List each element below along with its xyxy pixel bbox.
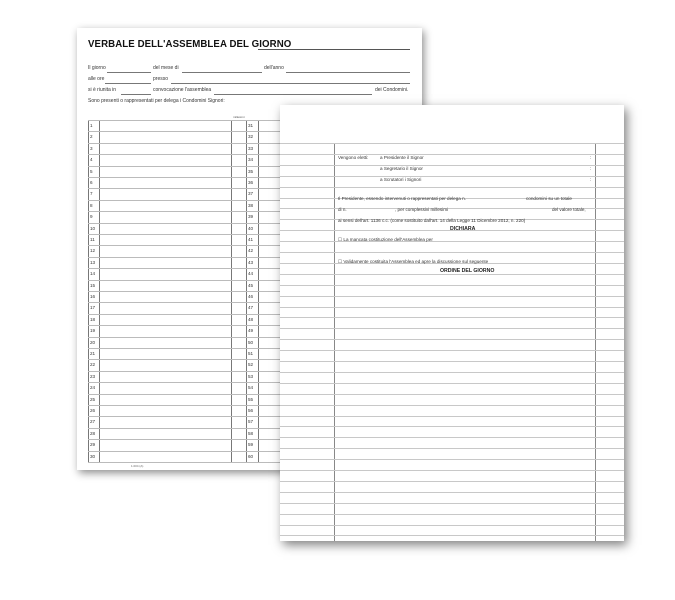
ruled-line: [280, 448, 624, 449]
row-number-right: 52: [248, 362, 254, 368]
row-number-left: 12: [90, 248, 96, 254]
row-number-right: 50: [248, 339, 254, 345]
label-riunita: si è riunita in: [88, 87, 117, 93]
ruled-line: [280, 459, 624, 460]
label-valore-totale: del valore totale,: [552, 207, 586, 212]
text-ai-sensi: ai sensi dell'art. 1136 c.c. (come sostituito dall'art. 14 della Legge 11 Dicembre 2012, n. 220): [338, 218, 526, 223]
ruled-line: [280, 525, 624, 526]
form-code: 1.004 (A): [131, 464, 144, 468]
row-number-right: 57: [248, 419, 254, 425]
row-number-right: 54: [248, 385, 254, 391]
field-convocazione[interactable]: [121, 94, 151, 95]
row-number-right: 56: [248, 408, 254, 413]
row-number-left: 26: [90, 408, 96, 413]
row-number-left: 7: [90, 191, 93, 197]
page-title: VERBALE DELL'ASSEMBLEA DEL GIORNO: [88, 38, 292, 50]
ruled-line: [280, 252, 624, 253]
row-number-left: 8: [90, 202, 93, 208]
row-number-left: 29: [90, 442, 96, 448]
row-number-left: 14: [90, 271, 96, 277]
row-number-right: 49: [248, 328, 254, 334]
ruled-line: [280, 416, 624, 417]
colon-2: :: [590, 166, 592, 171]
heading-ordine-del-giorno: ORDINE DEL GIORNO: [440, 268, 495, 274]
ruled-line: [280, 492, 624, 493]
ruled-line: [280, 470, 624, 471]
colon-1: :: [590, 155, 592, 160]
verbale-page-inner: [280, 105, 624, 541]
row-number-right: 37: [248, 191, 254, 197]
field-anno[interactable]: [286, 72, 410, 73]
ruled-line: [280, 187, 624, 188]
ruled-line: [280, 296, 624, 297]
row-number-right: 48: [248, 316, 254, 322]
row-number-right: 36: [248, 180, 254, 185]
label-presidente: a Presidente il Signor: [380, 155, 424, 160]
ruled-line: [280, 154, 624, 155]
row-number-right: 43: [248, 259, 254, 265]
row-number-left: 9: [90, 214, 93, 220]
row-number-right: 53: [248, 373, 254, 379]
row-number-left: 11: [90, 237, 95, 242]
row-number-left: 19: [90, 328, 96, 334]
ruled-line: [280, 394, 624, 395]
ruled-line: [280, 350, 624, 351]
ruled-line: [280, 481, 624, 482]
row-number-left: 4: [90, 157, 93, 163]
row-number-right: 33: [248, 145, 254, 151]
row-number-right: 31: [248, 123, 254, 128]
row-number-right: 41: [248, 237, 254, 242]
date-row: [88, 65, 410, 74]
label-convocazione: convocazione l'assemblea: [153, 87, 212, 93]
ruled-line: [280, 307, 624, 308]
row-number-left: 30: [90, 453, 96, 459]
row-number-left: 27: [90, 419, 96, 425]
label-presenti: Sono presenti o rappresentati per delega i Condomini Signori:: [88, 98, 225, 104]
ruled-line: [280, 361, 624, 362]
table-header-millesimi: millesimi: [233, 115, 245, 119]
label-per-complessivi: , per complessivi millesimi: [395, 207, 449, 212]
label-anno: dell'anno: [264, 65, 284, 71]
row-number-right: 32: [248, 134, 254, 140]
row-number-left: 16: [90, 294, 96, 299]
label-segretario: a Segretario il Signor: [380, 166, 423, 171]
row-number-left: 15: [90, 282, 96, 288]
row-number-left: 2: [90, 134, 93, 140]
field-giorno[interactable]: [107, 72, 151, 73]
ruled-line: [280, 426, 624, 427]
row-number-left: 28: [90, 430, 96, 436]
label-scrutatori: a Scrutatori i Signori: [380, 177, 422, 182]
row-number-left: 18: [90, 316, 96, 322]
row-number-right: 45: [248, 282, 254, 288]
text-condomini-totale: condomini su un totale: [526, 196, 572, 201]
field-assemblea[interactable]: [214, 94, 372, 95]
label-ore: alle ore: [88, 76, 105, 82]
text-presidente-interventi: Il Presidente, essendo intervenuti o rappresentati per delega n.: [338, 196, 466, 201]
row-number-right: 51: [248, 351, 254, 356]
row-number-left: 25: [90, 396, 96, 402]
row-number-right: 55: [248, 396, 254, 402]
row-number-right: 58: [248, 430, 254, 436]
ruled-line: [280, 317, 624, 318]
ruled-line: [280, 405, 624, 406]
row-number-left: 10: [90, 225, 96, 231]
row-number-left: 22: [90, 362, 96, 368]
row-number-right: 42: [248, 248, 254, 254]
row-number-left: 23: [90, 373, 96, 379]
label-vengono-eletti: Vengono eletti:: [338, 155, 369, 160]
field-ore[interactable]: [105, 83, 151, 84]
ruled-line: [280, 285, 624, 286]
title-underline: [258, 49, 410, 50]
time-row: [88, 76, 410, 85]
convocazione-row: [88, 87, 410, 96]
ruled-line: [280, 176, 624, 177]
row-number-left: 3: [90, 145, 93, 151]
colon-3: :: [590, 177, 592, 182]
ruled-line: [280, 535, 624, 536]
field-mese[interactable]: [182, 72, 262, 73]
label-condomini: dei Condomini.: [375, 87, 409, 93]
row-number-right: 59: [248, 442, 254, 448]
ruled-line: [280, 328, 624, 329]
ruled-line: [280, 372, 624, 373]
row-number-left: 24: [90, 385, 96, 391]
heading-dichiara: DICHIARA: [450, 226, 476, 232]
row-number-right: 44: [248, 271, 254, 277]
ruled-line: [280, 383, 624, 384]
label-presso: presso: [153, 76, 169, 82]
row-number-left: 6: [90, 180, 93, 185]
ruled-line: [280, 339, 624, 340]
ruled-line: [280, 503, 624, 504]
row-number-left: 20: [90, 339, 96, 345]
row-number-right: 39: [248, 214, 254, 220]
row-number-right: 35: [248, 168, 254, 174]
row-number-right: 34: [248, 157, 254, 163]
option-mancata-costituzione[interactable]: ☐ La mancata costituzione dell'Assemblea per: [338, 237, 433, 242]
ruled-line: [280, 437, 624, 438]
ruled-line: [280, 241, 624, 242]
field-presso[interactable]: [171, 83, 410, 84]
label-mese: del mese di: [153, 65, 179, 71]
row-number-right: 46: [248, 294, 254, 299]
row-number-right: 38: [248, 202, 254, 208]
ruled-line: [280, 165, 624, 166]
ruled-line: [280, 143, 624, 144]
row-number-right: 40: [248, 225, 254, 231]
title-row: [88, 38, 410, 52]
label-di-n: di n.: [338, 207, 347, 212]
row-number-left: 1: [90, 123, 93, 128]
row-number-left: 17: [90, 305, 96, 311]
row-number-right: 60: [248, 453, 254, 459]
row-number-left: 13: [90, 259, 96, 265]
ruled-line: [280, 514, 624, 515]
option-validamente-costituita[interactable]: ☐ Validamente costituita l'Assemblea ed apre la discussione sul seguente: [338, 259, 489, 264]
row-number-right: 47: [248, 305, 254, 311]
label-giorno: Il giorno: [88, 65, 106, 71]
row-number-left: 21: [90, 351, 96, 356]
row-number-left: 5: [90, 168, 93, 174]
